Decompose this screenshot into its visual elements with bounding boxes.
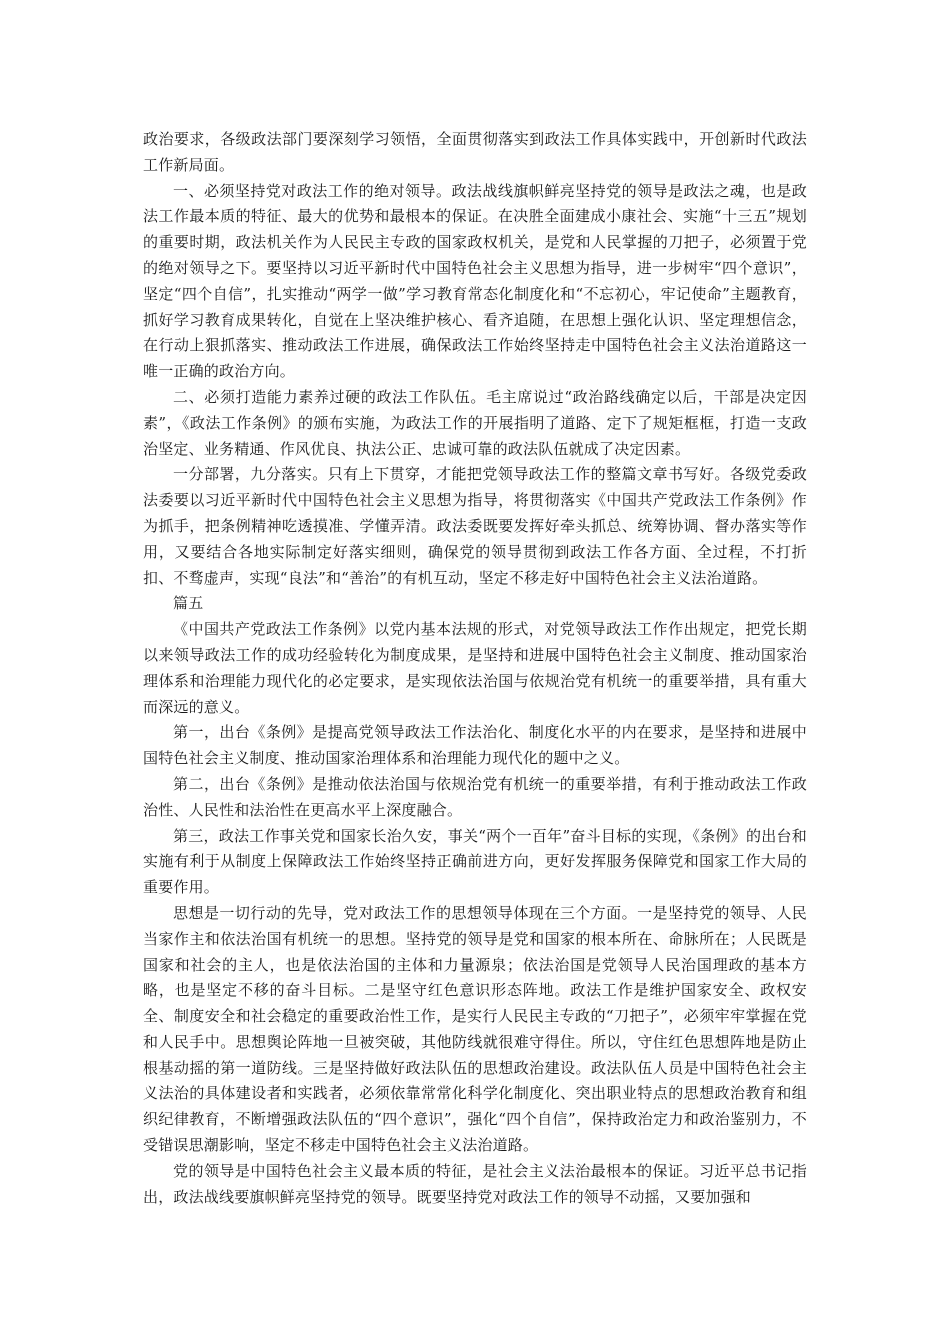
paragraph-regulations-intro: 《中国共产党政法工作条例》以党内基本法规的形式，对党领导政法工作作出规定，把党长期以来领导政法工作的成功经验转化为制度成果，是坚持和进展中国特色社会主义制度、推动国家治理体系和治理能力现代化的必定要求，是实现依法治国与依规治党有机统一的重要举措，具有重大而深远的意义。 <box>143 620 807 716</box>
paragraph-third-point: 第三，政法工作事关党和国家长治久安，事关“两个一百年”奋斗目标的实现，《条例》的出台和实施有利于从制度上保障政法工作始终坚持正确前进方向，更好发挥服务保障党和国家工作大局的重要作用。 <box>143 826 807 897</box>
paragraph-second-point: 第二，出台《条例》是推动依法治国与依规治党有机统一的重要举措，有利于推动政法工作政治性、人民性和法治性在更高水平上深度融合。 <box>143 774 807 819</box>
paragraph-continuation: 政治要求，各级政法部门要深刻学习领悟，全面贯彻落实到政法工作具体实践中，开创新时代政法工作新局面。 <box>143 130 807 174</box>
paragraph-ideological-leadership: 思想是一切行动的先导，党对政法工作的思想领导体现在三个方面。一是坚持党的领导、人民当家作主和依法治国有机统一的思想。坚持党的领导是党和国家的根本所在、命脉所在；人民既是国家和社会的主人，也是依法治国的主体和力量源泉；依法治国是党领导人民治国理政的基本方略，也是坚定不移的奋斗目标。二是坚守红色意识形态阵地。政法工作是维护国家安全、政权安全、制度安全和社会稳定的重要政治性工作，是实行人民民主专政的“刀把子”，必须牢牢掌握在党和人民手中。思想舆论阵地一旦被突破，其他防线就很难守得住。所以，守住红色思想阵地是防止根基动摇的第一道防线。三是坚持做好政法队伍的思想政治建设。政法队伍人员是中国特色社会主义法治的具体建设者和实践者，必须依靠常常化科学化制度化、突出职业特点的思想政治教育和组织纪律教育，不断增强政法队伍的“四个意识”，强化“四个自信”，保持政治定力和政治鉴别力，不受错误思潮影响，坚定不移走中国特色社会主义法治道路。 <box>143 903 807 1155</box>
paragraph-party-leadership: 党的领导是中国特色社会主义最本质的特征，是社会主义法治最根本的保证。习近平总书记指出，政法战线要旗帜鲜亮坚持党的领导。既要坚持党对政法工作的领导不动摇，又要加强和 <box>143 1161 807 1206</box>
paragraph-first-point: 第一，出台《条例》是提高党领导政法工作法治化、制度化水平的内在要求，是坚持和进展中国特色社会主义制度、推动国家治理体系和治理能力现代化的题中之义。 <box>143 723 807 768</box>
document-body <box>143 127 807 1210</box>
section-heading-part-five: 篇五 <box>173 594 204 613</box>
paragraph-section-one: 一、必须坚持党对政法工作的绝对领导。政法战线旗帜鲜亮坚持党的领导是政法之魂，也是政法工作最本质的特征、最大的优势和最根本的保证。在决胜全面建成小康社会、实施“十三五”规划的重要时期，政法机关作为人民民主专政的国家政权机关，是党和人民掌握的刀把子，必须置于党的绝对领导之下。要坚持以习近平新时代中国特色社会主义思想为指导，进一步树牢“四个意识”，坚定“四个自信”，扎实推动“两学一做”学习教育常态化制度化和“不忘初心，牢记使命”主题教育，抓好学习教育成果转化，自觉在上坚决维护核心、看齐追随，在思想上强化认识、坚定理想信念，在行动上狠抓落实、推动政法工作进展，确保政法工作始终坚持走中国特色社会主义法治道路这一唯一正确的政治方向。 <box>143 181 807 381</box>
paragraph-section-two: 二、必须打造能力素养过硬的政法工作队伍。毛主席说过“政治路线确定以后，干部是决定因素”，《政法工作条例》的颁布实施，为政法工作的开展指明了道路、定下了规矩框框，打造一支政治坚定、业务精通、作风优良、执法公正、忠诚可靠的政法队伍就成了决定因素。 <box>143 387 807 458</box>
paragraph-implementation: 一分部署，九分落实。只有上下贯穿，才能把党领导政法工作的整篇文章书写好。各级党委政法委要以习近平新时代中国特色社会主义思想为指导，将贯彻落实《中国共产党政法工作条例》作为抓手，把条例精神吃透摸准、学懂弄清。政法委既要发挥好牵头抓总、统筹协调、督办落实等作用，又要结合各地实际制定好落实细则，确保党的领导贯彻到政法工作各方面、全过程，不打折扣、不骛虚声，实现“良法”和“善治”的有机互动，坚定不移走好中国特色社会主义法治道路。 <box>143 465 807 587</box>
